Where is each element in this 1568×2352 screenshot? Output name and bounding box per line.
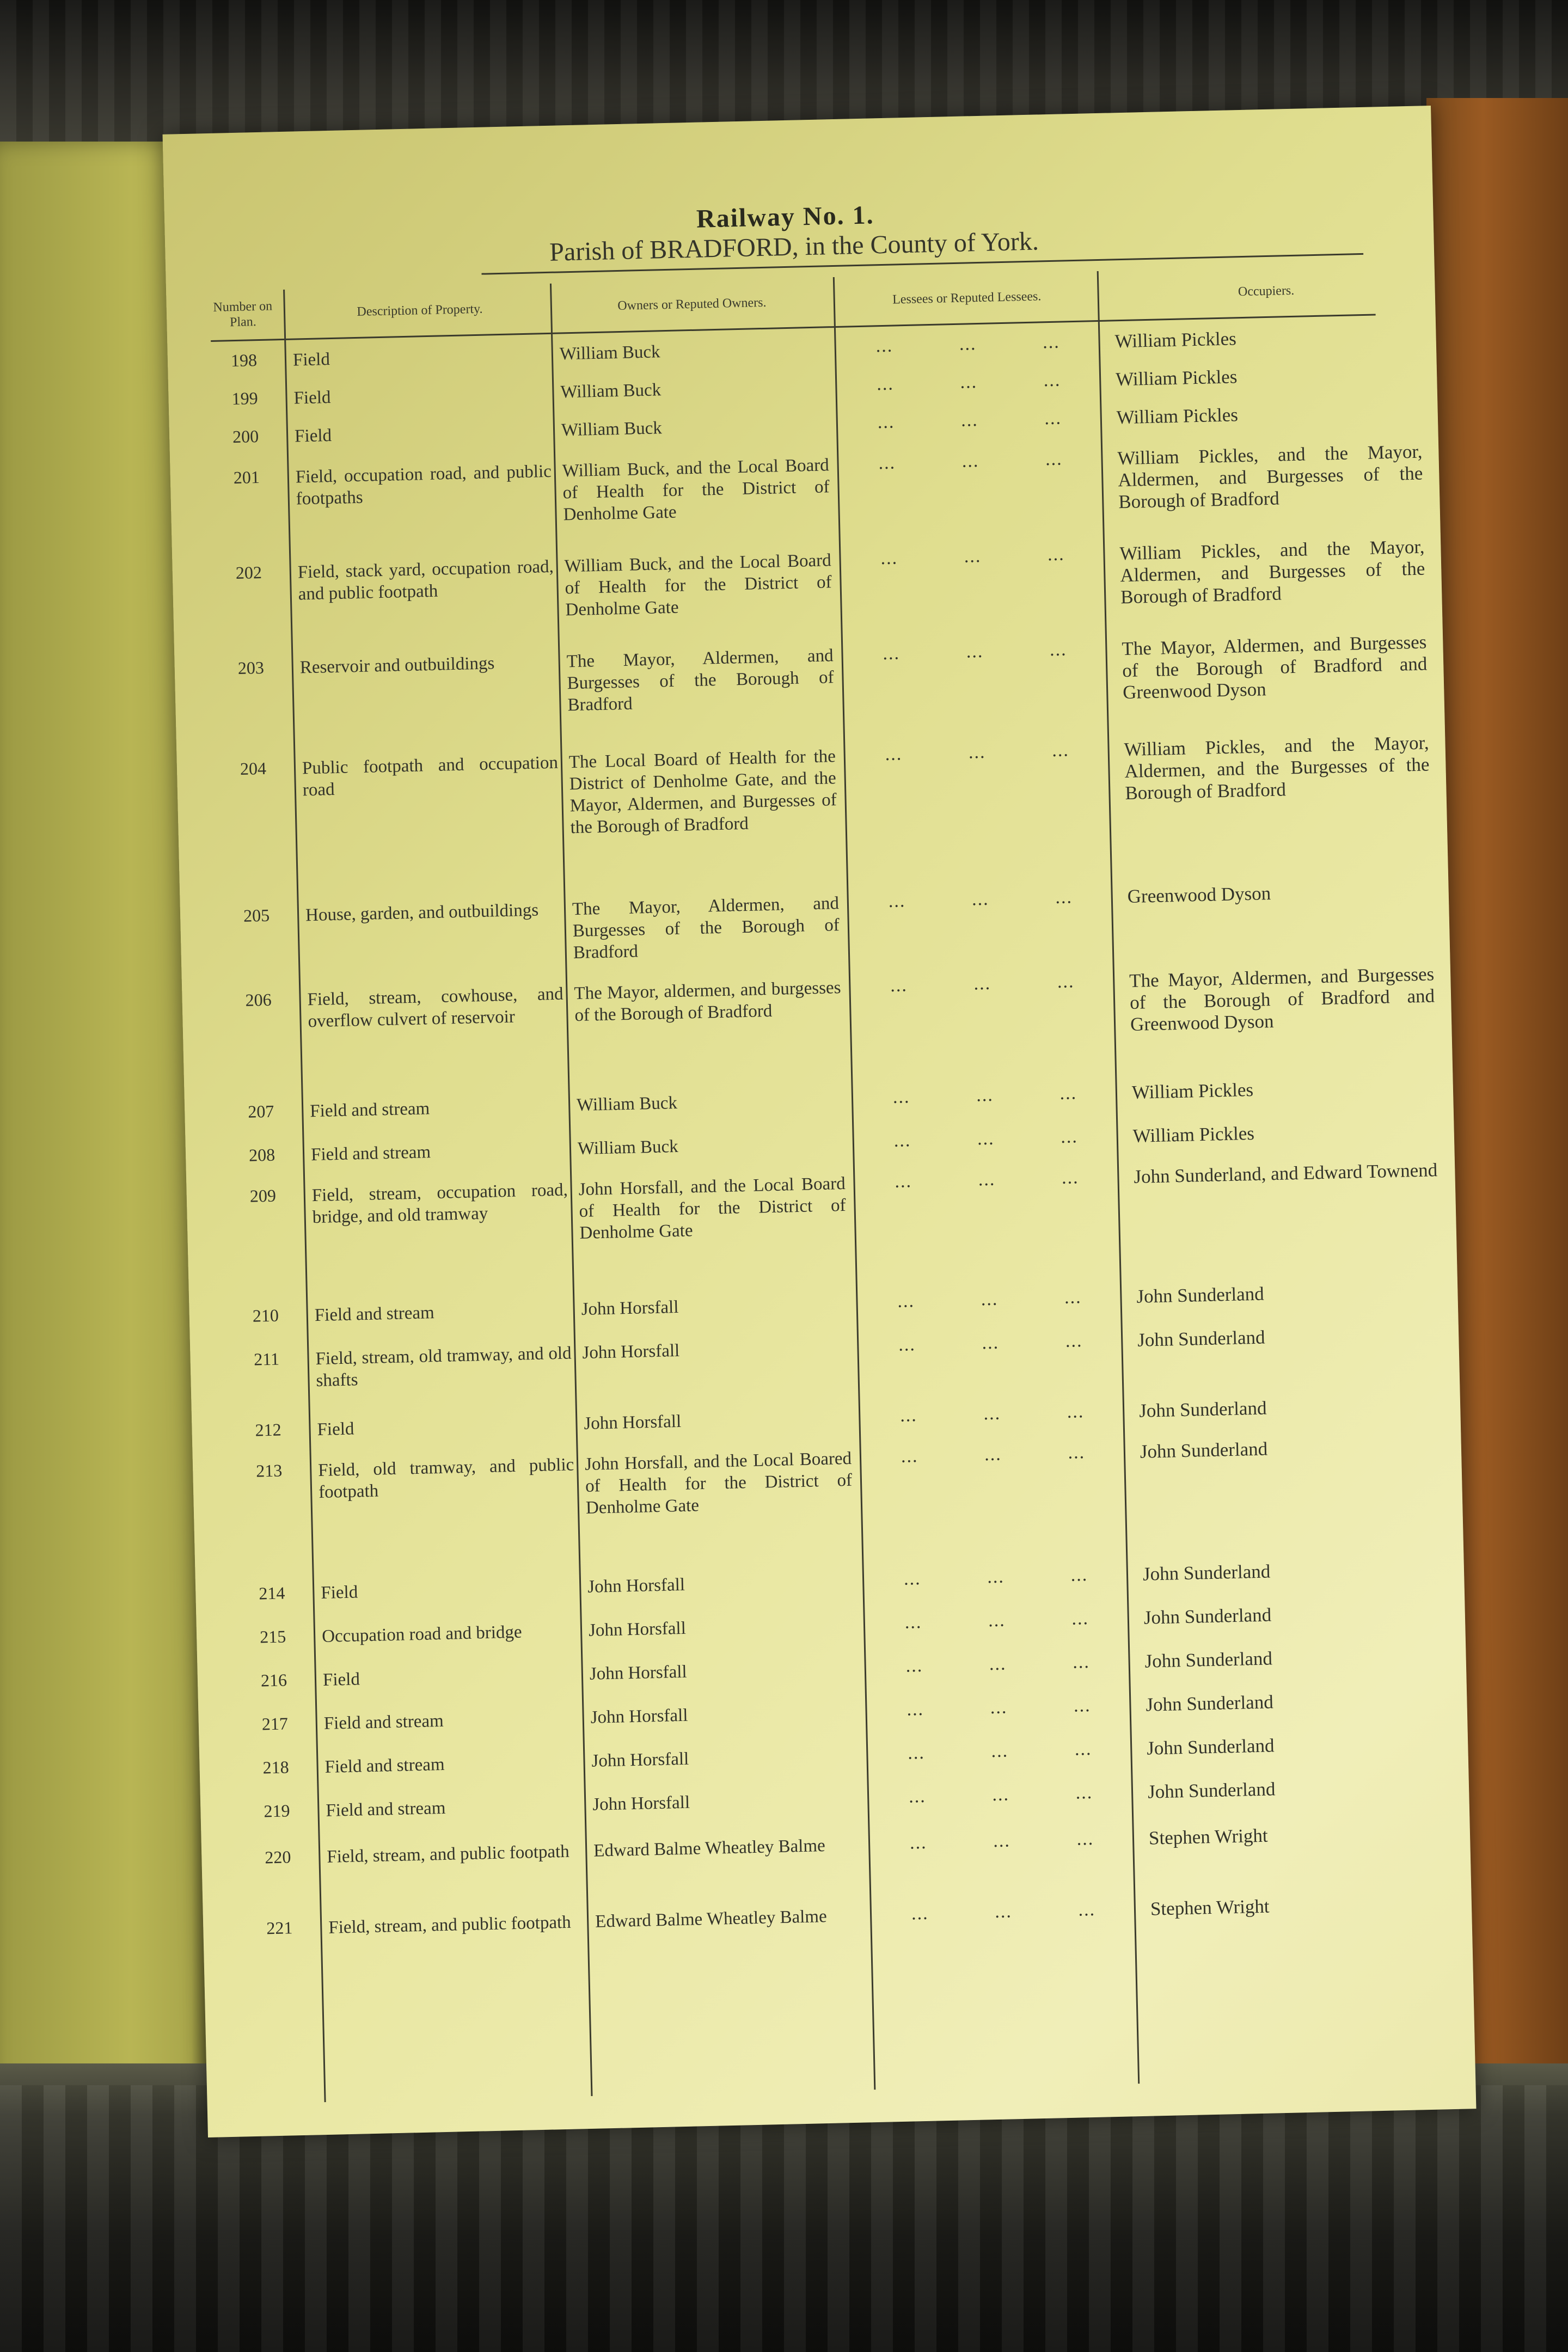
table-row bbox=[245, 1821, 1420, 1867]
occupier-name: John Sunderland bbox=[1140, 1438, 1268, 1462]
occupier-name: The Mayor, Aldermen, and Burgesses of the Borough of Bradford and Greenwood Dyson bbox=[1129, 963, 1435, 1035]
plan-number: 220 bbox=[264, 1847, 291, 1867]
owner-name: William Buck bbox=[577, 1136, 679, 1159]
table-row bbox=[247, 1892, 1422, 1938]
owner-name: John Horsfall bbox=[584, 1411, 682, 1434]
occupier-name: John Sunderland bbox=[1142, 1560, 1271, 1585]
plan-number: 204 bbox=[240, 758, 267, 779]
lessee-placeholder bbox=[875, 1782, 1126, 1808]
table-row bbox=[232, 1280, 1408, 1326]
lessee-placeholder bbox=[874, 1738, 1125, 1765]
occupier-name: William Pickles, and the Mayor, Aldermen, and Burgesses of the Borough of Bradford bbox=[1119, 536, 1425, 608]
plan-number: 212 bbox=[255, 1419, 281, 1440]
ditto-mark: ... bbox=[893, 1130, 911, 1151]
occupier-name: John Sunderland bbox=[1138, 1397, 1267, 1422]
owner-name: William Buck, and the Local Board of Health for the District of Denholme Gate bbox=[564, 550, 832, 620]
lessee-placeholder bbox=[873, 1695, 1124, 1721]
lessee-placeholder bbox=[842, 331, 1093, 357]
occupier-name: Greenwood Dyson bbox=[1127, 883, 1271, 908]
property-description: Field bbox=[294, 426, 332, 446]
lessee-placeholder bbox=[847, 543, 1098, 569]
table-row bbox=[216, 536, 1425, 620]
ditto-mark: ... bbox=[895, 1171, 912, 1192]
property-description: Field bbox=[322, 1669, 360, 1690]
ditto-mark: ... bbox=[960, 372, 978, 393]
ditto-mark: ... bbox=[994, 1901, 1013, 1922]
occupier-name: John Sunderland, and Edward Townend bbox=[1134, 1159, 1438, 1187]
ditto-mark: ... bbox=[1075, 1782, 1093, 1803]
ditto-mark: ... bbox=[903, 1568, 921, 1589]
plan-number: 200 bbox=[232, 426, 259, 447]
column-header-description: Description of Property. bbox=[357, 302, 483, 320]
ditto-mark: ... bbox=[875, 335, 893, 357]
plan-number: 199 bbox=[231, 388, 258, 409]
ditto-mark: ... bbox=[1060, 1126, 1079, 1147]
ditto-mark: ... bbox=[989, 1653, 1007, 1675]
ditto-mark: ... bbox=[991, 1784, 1010, 1805]
property-description: Field, stream, old tramway, and old shafts bbox=[315, 1343, 572, 1391]
plan-number: 214 bbox=[258, 1583, 285, 1603]
plan-number: 218 bbox=[262, 1757, 290, 1778]
table-row bbox=[242, 1688, 1417, 1734]
occupier-name: John Sunderland bbox=[1146, 1691, 1274, 1716]
occupier-name: The Mayor, Aldermen, and Burgesses of the Borough of Bradford and Greenwood Dyson bbox=[1122, 631, 1428, 703]
lessee-placeholder bbox=[867, 1401, 1118, 1427]
ditto-mark: ... bbox=[888, 891, 906, 912]
ditto-mark: ... bbox=[878, 452, 896, 474]
ditto-mark: ... bbox=[1045, 449, 1063, 470]
table-row bbox=[230, 1159, 1438, 1244]
plan-number: 209 bbox=[249, 1185, 277, 1206]
owner-name: John Horsfall bbox=[589, 1662, 688, 1684]
ditto-mark: ... bbox=[968, 742, 986, 763]
plan-number: 198 bbox=[230, 350, 258, 371]
lessee-placeholder bbox=[845, 448, 1096, 474]
ditto-mark: ... bbox=[1064, 1287, 1082, 1308]
occupier-name: William Pickles bbox=[1116, 404, 1239, 428]
owner-name: William Buck bbox=[561, 418, 663, 440]
lessee-placeholder bbox=[849, 639, 1100, 665]
ditto-mark: ... bbox=[982, 1332, 1000, 1353]
lessee-placeholder bbox=[861, 1167, 1112, 1193]
ditto-mark: ... bbox=[905, 1655, 923, 1676]
ditto-mark: ... bbox=[907, 1742, 926, 1763]
ditto-mark: ... bbox=[883, 643, 901, 664]
ditto-mark: ... bbox=[1074, 1738, 1092, 1760]
ditto-mark: ... bbox=[1078, 1899, 1096, 1920]
property-description: Field, occupation road, and public footpaths bbox=[295, 461, 552, 509]
ditto-mark: ... bbox=[908, 1786, 926, 1807]
ditto-mark: ... bbox=[909, 1832, 927, 1853]
column-header-occupiers: Occupiers. bbox=[1238, 284, 1295, 299]
plan-number: 207 bbox=[247, 1101, 274, 1122]
property-description: Field and stream bbox=[324, 1754, 445, 1777]
railway-heading: Railway No. 1. bbox=[696, 200, 875, 234]
property-description: Reservoir and outbuildings bbox=[299, 653, 495, 678]
plan-number: 205 bbox=[243, 905, 270, 926]
ditto-mark: ... bbox=[983, 1403, 1001, 1424]
occupier-name: Stephen Wright bbox=[1150, 1895, 1270, 1920]
property-description: Field and stream bbox=[323, 1711, 444, 1734]
ditto-mark: ... bbox=[1042, 332, 1061, 353]
property-description: Field and stream bbox=[326, 1798, 446, 1821]
plan-number: 208 bbox=[248, 1144, 275, 1165]
column-header-owners: Owners or Reputed Owners. bbox=[617, 296, 767, 314]
ditto-mark: ... bbox=[1068, 1442, 1086, 1463]
lessee-placeholder bbox=[855, 886, 1106, 912]
owner-name: The Mayor, Aldermen, and Burgesses of the Borough of Bradford bbox=[566, 646, 834, 715]
occupier-name: William Pickles bbox=[1114, 328, 1237, 352]
table-row bbox=[218, 631, 1428, 715]
ditto-mark: ... bbox=[984, 1444, 1002, 1465]
ditto-mark: ... bbox=[899, 1405, 918, 1426]
occupier-name: Stephen Wright bbox=[1148, 1824, 1269, 1849]
lessee-placeholder bbox=[871, 1564, 1122, 1590]
ditto-mark: ... bbox=[960, 410, 978, 431]
lessee-placeholder bbox=[857, 971, 1108, 997]
plan-number: 215 bbox=[259, 1626, 286, 1647]
lessee-placeholder bbox=[860, 1126, 1111, 1152]
owner-name: John Horsfall bbox=[590, 1705, 688, 1728]
lessee-placeholder bbox=[877, 1828, 1128, 1854]
ditto-mark: ... bbox=[1071, 1608, 1089, 1629]
lessee-placeholder bbox=[843, 369, 1094, 395]
lessee-placeholder bbox=[872, 1608, 1123, 1634]
plan-number: 219 bbox=[264, 1800, 290, 1821]
ditto-mark: ... bbox=[971, 889, 989, 910]
owner-name: William Buck, and the Local Board of Health for the District of Denholme Gate bbox=[562, 455, 830, 525]
ditto-mark: ... bbox=[906, 1699, 924, 1720]
table-row bbox=[229, 1119, 1405, 1165]
lessee-placeholder bbox=[872, 1651, 1123, 1677]
property-description: Field, stream, occupation road, bridge, and old tramway bbox=[311, 1180, 568, 1228]
occupier-name: John Sunderland bbox=[1146, 1735, 1275, 1759]
property-description: Field and stream bbox=[309, 1099, 430, 1122]
property-description: House, garden, and outbuildings bbox=[305, 900, 539, 926]
owner-name: William Buck bbox=[560, 380, 661, 402]
owner-name: John Horsfall bbox=[587, 1575, 685, 1597]
parish-heading: Parish of BRADFORD, in the County of York. bbox=[549, 226, 1039, 267]
ditto-mark: ... bbox=[1070, 1565, 1088, 1585]
ditto-mark: ... bbox=[981, 1289, 999, 1310]
occupier-name: John Sunderland bbox=[1144, 1647, 1273, 1672]
table-row bbox=[244, 1775, 1419, 1821]
occupier-name: John Sunderland bbox=[1136, 1283, 1265, 1307]
ditto-mark: ... bbox=[1057, 971, 1075, 993]
ditto-mark: ... bbox=[961, 451, 979, 471]
property-description: Field bbox=[292, 350, 330, 370]
plan-number: 217 bbox=[261, 1713, 289, 1734]
plan-number: 216 bbox=[260, 1670, 287, 1690]
table-row bbox=[234, 1324, 1409, 1391]
owner-name: The Local Board of Health for the District of Denholme Gate, and the Mayor, Aldermen, and Burgesses of the Borough of Bradford bbox=[568, 746, 837, 838]
property-description: Field, stream, and public footpath bbox=[327, 1841, 570, 1867]
table-row bbox=[240, 1601, 1416, 1647]
column-header-number: Number on Plan. bbox=[213, 299, 273, 330]
ditto-mark: ... bbox=[898, 1334, 916, 1355]
owner-name: John Horsfall bbox=[581, 1297, 679, 1320]
ditto-mark: ... bbox=[1051, 740, 1070, 761]
owner-name: Edward Balme Wheatley Balme bbox=[595, 1907, 828, 1932]
plan-number: 211 bbox=[253, 1349, 280, 1369]
owner-name: The Mayor, aldermen, and burgesses of the Borough of Bradford bbox=[574, 978, 841, 1026]
owner-name: William Buck bbox=[559, 342, 660, 364]
property-description: Field and stream bbox=[314, 1303, 435, 1326]
property-description: Field, stream, and public footpath bbox=[328, 1912, 572, 1938]
lessee-placeholder bbox=[865, 1330, 1116, 1356]
ditto-mark: ... bbox=[904, 1612, 922, 1633]
table-row bbox=[239, 1557, 1414, 1603]
ditto-mark: ... bbox=[901, 1446, 918, 1467]
occupier-name: William Pickles bbox=[1132, 1122, 1255, 1147]
property-description: Field bbox=[321, 1582, 358, 1603]
plan-number: 202 bbox=[235, 562, 262, 583]
plan-number: 221 bbox=[266, 1918, 293, 1938]
ditto-mark: ... bbox=[876, 373, 895, 395]
owner-name: John Horsfall bbox=[591, 1749, 689, 1771]
plan-number: 213 bbox=[255, 1460, 283, 1481]
ditto-mark: ... bbox=[1076, 1828, 1094, 1849]
ditto-mark: ... bbox=[1061, 1167, 1079, 1188]
owner-name: John Horsfall bbox=[582, 1340, 680, 1363]
plan-number: 210 bbox=[252, 1305, 279, 1326]
lessee-placeholder bbox=[860, 1082, 1111, 1108]
table-row bbox=[235, 1394, 1411, 1440]
property-description: Field, stream, cowhouse, and overflow culvert of reservoir bbox=[307, 984, 564, 1032]
ditto-mark: ... bbox=[897, 1291, 915, 1312]
lessee-placeholder bbox=[868, 1442, 1119, 1468]
ditto-mark: ... bbox=[1043, 370, 1061, 391]
owner-name: Edward Balme Wheatley Balme bbox=[593, 1836, 826, 1861]
ditto-mark: ... bbox=[877, 412, 895, 433]
owner-name: John Horsfall bbox=[588, 1618, 687, 1640]
owner-name: John Horsfall bbox=[592, 1792, 690, 1815]
ditto-mark: ... bbox=[1072, 1651, 1091, 1673]
ditto-mark: ... bbox=[890, 975, 908, 996]
ditto-mark: ... bbox=[987, 1566, 1005, 1588]
occupier-name: John Sunderland bbox=[1147, 1778, 1276, 1803]
ditto-mark: ... bbox=[993, 1830, 1011, 1852]
ditto-mark: ... bbox=[1049, 639, 1067, 660]
ditto-mark: ... bbox=[991, 1741, 1009, 1762]
plan-number: 203 bbox=[237, 657, 265, 678]
lessee-placeholder bbox=[878, 1898, 1129, 1925]
owner-name: William Buck bbox=[576, 1093, 678, 1116]
property-description: Field and stream bbox=[310, 1142, 431, 1165]
ditto-mark: ... bbox=[880, 548, 898, 569]
ditto-mark: ... bbox=[978, 1169, 996, 1190]
table-row bbox=[228, 1076, 1404, 1122]
lessee-placeholder bbox=[864, 1287, 1115, 1313]
ditto-mark: ... bbox=[1044, 408, 1062, 429]
ditto-mark: ... bbox=[959, 334, 977, 354]
occupier-name: William Pickles bbox=[1131, 1079, 1254, 1103]
lessee-placeholder bbox=[844, 407, 1095, 433]
ditto-mark: ... bbox=[1047, 544, 1065, 565]
ditto-mark: ... bbox=[964, 546, 982, 567]
column-header-lessees: Lessees or Reputed Lessees. bbox=[892, 289, 1042, 307]
ditto-mark: ... bbox=[1059, 1083, 1077, 1104]
ditto-mark: ... bbox=[1055, 887, 1073, 908]
lessee-placeholder bbox=[852, 739, 1102, 765]
plan-number: 206 bbox=[245, 989, 272, 1010]
occupier-name: John Sunderland bbox=[1137, 1326, 1265, 1351]
property-description: Field bbox=[317, 1419, 354, 1440]
table-row bbox=[241, 1644, 1417, 1690]
property-description: Field, old tramway, and public footpath bbox=[317, 1455, 574, 1503]
ditto-mark: ... bbox=[1067, 1401, 1085, 1422]
table-row bbox=[220, 732, 1430, 838]
property-description: Public footpath and occupation road bbox=[302, 752, 559, 800]
occupier-name: William Pickles, and the Mayor, Aldermen, and the Burgesses of the Borough of Bradford bbox=[1124, 732, 1430, 804]
ditto-mark: ... bbox=[973, 973, 991, 994]
ditto-mark: ... bbox=[1073, 1695, 1091, 1716]
ditto-mark: ... bbox=[977, 1128, 995, 1149]
plan-number: 201 bbox=[233, 467, 260, 488]
property-description: Field, stack yard, occupation road, and public footpath bbox=[297, 556, 554, 604]
ditto-mark: ... bbox=[1065, 1331, 1083, 1351]
table-row bbox=[243, 1731, 1418, 1778]
ditto-mark: ... bbox=[976, 1085, 994, 1106]
property-description: Field bbox=[293, 388, 331, 408]
ditto-mark: ... bbox=[966, 641, 984, 662]
occupier-name: William Pickles, and the Mayor, Aldermen, and Burgesses of the Borough of Bradford bbox=[1117, 440, 1423, 513]
ditto-mark: ... bbox=[911, 1903, 929, 1924]
table-row bbox=[213, 440, 1423, 525]
ditto-mark: ... bbox=[988, 1610, 1006, 1631]
table-row bbox=[236, 1435, 1412, 1518]
property-description: Occupation road and bridge bbox=[321, 1622, 522, 1646]
document-page bbox=[163, 106, 1477, 2137]
owner-name: John Horsfall, and the Local Boared of Health for the District of Denholme Gate bbox=[584, 1448, 853, 1518]
occupier-name: William Pickles bbox=[1115, 366, 1238, 390]
table-row bbox=[224, 880, 1399, 963]
owner-name: John Horsfall, and the Local Board of Health for the District of Denholme Gate bbox=[578, 1173, 846, 1244]
owner-name: The Mayor, Aldermen, and Burgesses of the Borough of Bradford bbox=[572, 893, 840, 963]
table-row bbox=[225, 963, 1435, 1035]
occupier-name: John Sunderland bbox=[1143, 1604, 1272, 1628]
ditto-mark: ... bbox=[990, 1697, 1008, 1718]
ditto-mark: ... bbox=[885, 744, 903, 765]
ditto-mark: ... bbox=[892, 1087, 910, 1107]
